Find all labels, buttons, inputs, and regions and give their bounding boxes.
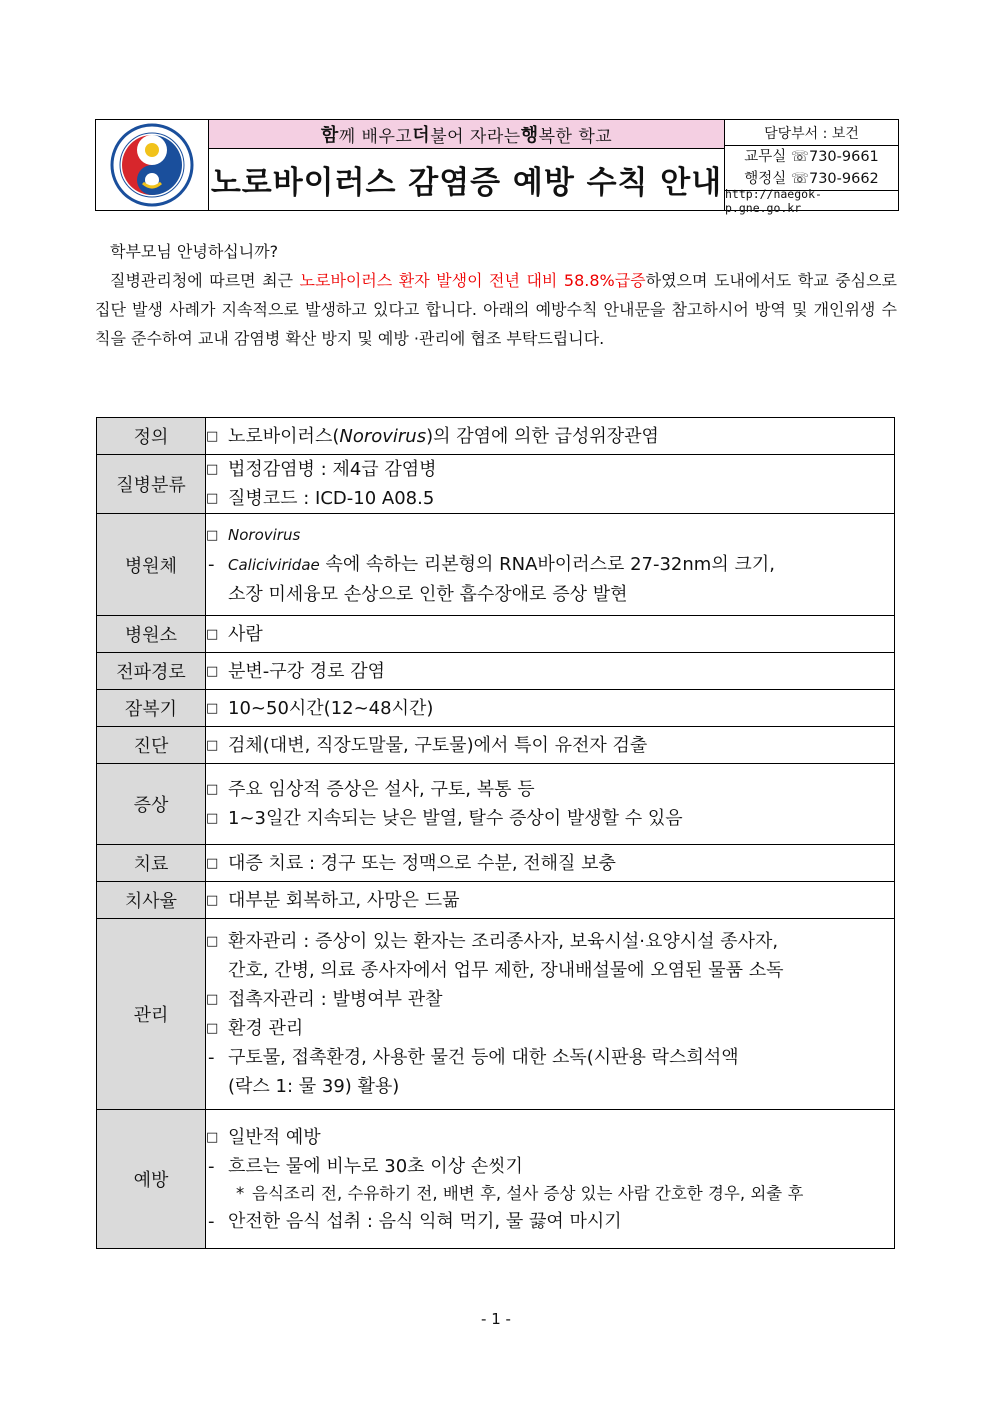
- phone-academic: 교무실 ☏730-9661: [744, 149, 879, 165]
- intro-highlight: 노로바이러스 환자 발생이 전년 대비 58.8%급증: [299, 271, 646, 290]
- row-label: 질병분류: [97, 455, 206, 514]
- square-bullet: □: [206, 1129, 219, 1145]
- contact-info-cell: [725, 120, 898, 215]
- text: 1~3일간 지속되는 낮은 발열, 탈수 증상이 발생할 수 있음: [228, 808, 683, 829]
- table-row: [97, 845, 895, 882]
- table-row: [97, 882, 895, 919]
- table-row: [97, 1110, 895, 1249]
- row-content: [206, 514, 895, 616]
- intro-text-start: 질병관리청에 따르면 최근: [110, 271, 300, 290]
- text: 환자관리 : 증상이 있는 환자는 조리종사자, 보육시설·요양시설 종사자,: [228, 931, 779, 952]
- row-content: [206, 653, 895, 690]
- dash-bullet: -: [208, 1047, 215, 1068]
- italic-term: Norovirus: [228, 525, 301, 544]
- square-bullet: □: [206, 663, 219, 679]
- greeting: 학부모님 안녕하십니까?: [110, 242, 279, 261]
- phone-numbers: [725, 146, 898, 191]
- row-label: 정의: [97, 418, 206, 455]
- square-bullet: □: [206, 700, 219, 716]
- row-label: 잠복기: [97, 690, 206, 727]
- text: 안전한 음식 섭취 : 음식 익혀 먹기, 물 끓여 마시기: [228, 1210, 622, 1232]
- text: 환경 관리: [228, 1018, 304, 1039]
- document-header: [95, 119, 899, 215]
- italic-term: Norovirus: [339, 425, 427, 447]
- square-bullet: □: [206, 462, 219, 477]
- square-bullet: □: [206, 892, 219, 908]
- phone-admin: 행정실 ☏730-9662: [744, 171, 879, 187]
- table-row: [97, 653, 895, 690]
- text: 질병코드 : ICD-10 A08.5: [228, 488, 435, 509]
- dash-bullet: -: [208, 1210, 215, 1232]
- row-content: [206, 455, 895, 514]
- motto-text-3: 복한 학교: [538, 126, 613, 147]
- text: (락스 1: 물 39) 활용): [228, 1076, 400, 1097]
- row-label: 병원소: [97, 616, 206, 653]
- italic-term: Caliciviridae: [228, 555, 320, 574]
- row-content: [206, 1110, 895, 1249]
- document-title: 노로바이러스 감염증 예방 수칙 안내: [210, 165, 723, 201]
- text: 주요 임상적 증상은 설사, 구토, 복통 등: [228, 779, 535, 800]
- row-label: 관리: [97, 919, 206, 1110]
- table-row: [97, 514, 895, 616]
- text: 음식조리 전, 수유하기 전, 배변 후, 설사 증상 있는 사람 간호한 경우, 외출 후: [252, 1183, 804, 1203]
- row-content: [206, 690, 895, 727]
- table-row: [97, 727, 895, 764]
- intro-paragraph: [95, 237, 897, 353]
- square-bullet: □: [206, 992, 219, 1007]
- dash-bullet: -: [208, 553, 215, 575]
- row-content: [206, 882, 895, 919]
- row-content: [206, 616, 895, 653]
- text: 검체(대변, 직장도말물, 구토물)에서 특이 유전자 검출: [228, 734, 648, 756]
- row-content: [206, 919, 895, 1110]
- text: 접촉자관리 : 발병여부 관찰: [228, 989, 443, 1010]
- text: 대부분 회복하고, 사망은 드묾: [228, 889, 460, 911]
- square-bullet: □: [206, 428, 219, 444]
- page-number: - 1 -: [481, 1310, 511, 1328]
- text: )의 감염에 의한 급성위장관염: [426, 425, 659, 447]
- intro-body: [95, 266, 897, 353]
- text: 구토물, 접촉환경, 사용한 물건 등에 대한 소독(시판용 락스희석액: [228, 1047, 739, 1068]
- school-logo: [110, 123, 194, 207]
- square-bullet: □: [206, 491, 219, 506]
- table-row: [97, 690, 895, 727]
- title-cell: [209, 120, 725, 210]
- text: 법정감염병 : 제4급 감염병: [228, 459, 437, 480]
- text: 소장 미세융모 손상으로 인한 흡수장애로 증상 발현: [228, 583, 628, 605]
- star-bullet: *: [236, 1183, 245, 1203]
- text: 대증 치료 : 경구 또는 정맥으로 수분, 전해질 보충: [228, 852, 616, 874]
- intro-text-rest: 하였으며 도내에서도 학교 중심으로 집단 발생 사례가 지속적으로 발생하고 있다고 합니다. 아래의 예방수칙 안내문을 참고하시어 방역 및 개인위생 수칙을 준수하여 교내 감염병 확산 방지 및 예방 ·관리에 협조 부탁드립니다.: [95, 271, 897, 348]
- school-logo-cell: [96, 120, 209, 210]
- square-bullet: □: [206, 811, 219, 826]
- text: 속에 속하는 리본형의 RNA바이러스로 27-32nm의 크기,: [319, 553, 775, 575]
- table-row: [97, 616, 895, 653]
- row-label: 치료: [97, 845, 206, 882]
- table-row: [97, 764, 895, 845]
- text: 일반적 예방: [228, 1126, 321, 1148]
- row-label: 예방: [97, 1110, 206, 1249]
- motto-text-1: 께 배우고: [338, 126, 413, 147]
- motto-text-2: 불어 자라는: [430, 126, 521, 147]
- row-content: [206, 418, 895, 455]
- square-bullet: □: [206, 737, 219, 753]
- square-bullet: □: [206, 527, 219, 543]
- square-bullet: □: [206, 855, 219, 871]
- school-motto: [209, 120, 724, 149]
- table-row: [97, 455, 895, 514]
- motto-emph-3: 행: [520, 125, 539, 146]
- text: 분변-구강 경로 감염: [228, 660, 386, 682]
- table-row: [97, 919, 895, 1110]
- dash-bullet: -: [208, 1155, 215, 1177]
- text: 노로바이러스(: [228, 425, 340, 447]
- school-url[interactable]: http://naegok-p.gne.go.kr: [725, 186, 822, 215]
- row-label: 증상: [97, 764, 206, 845]
- department: 담당부서 : 보건: [725, 120, 898, 146]
- square-bullet: □: [206, 934, 219, 949]
- row-content: [206, 845, 895, 882]
- motto-emph-2: 더: [412, 125, 431, 146]
- text: 흐르는 물에 비누로 30초 이상 손씻기: [228, 1155, 523, 1177]
- square-bullet: □: [206, 1021, 219, 1036]
- row-label: 전파경로: [97, 653, 206, 690]
- text: 간호, 간병, 의료 종사자에서 업무 제한, 장내배설물에 오염된 물품 소독: [228, 960, 784, 981]
- text: 10~50시간(12~48시간): [228, 697, 434, 719]
- row-label: 병원체: [97, 514, 206, 616]
- text: 사람: [228, 623, 263, 645]
- row-label: 진단: [97, 727, 206, 764]
- row-content: [206, 764, 895, 845]
- row-label: 치사율: [97, 882, 206, 919]
- square-bullet: □: [206, 782, 219, 797]
- row-content: [206, 727, 895, 764]
- motto-emph-1: 함: [320, 125, 339, 146]
- norovirus-info-table: [96, 417, 895, 1249]
- square-bullet: □: [206, 626, 219, 642]
- table-row: [97, 418, 895, 455]
